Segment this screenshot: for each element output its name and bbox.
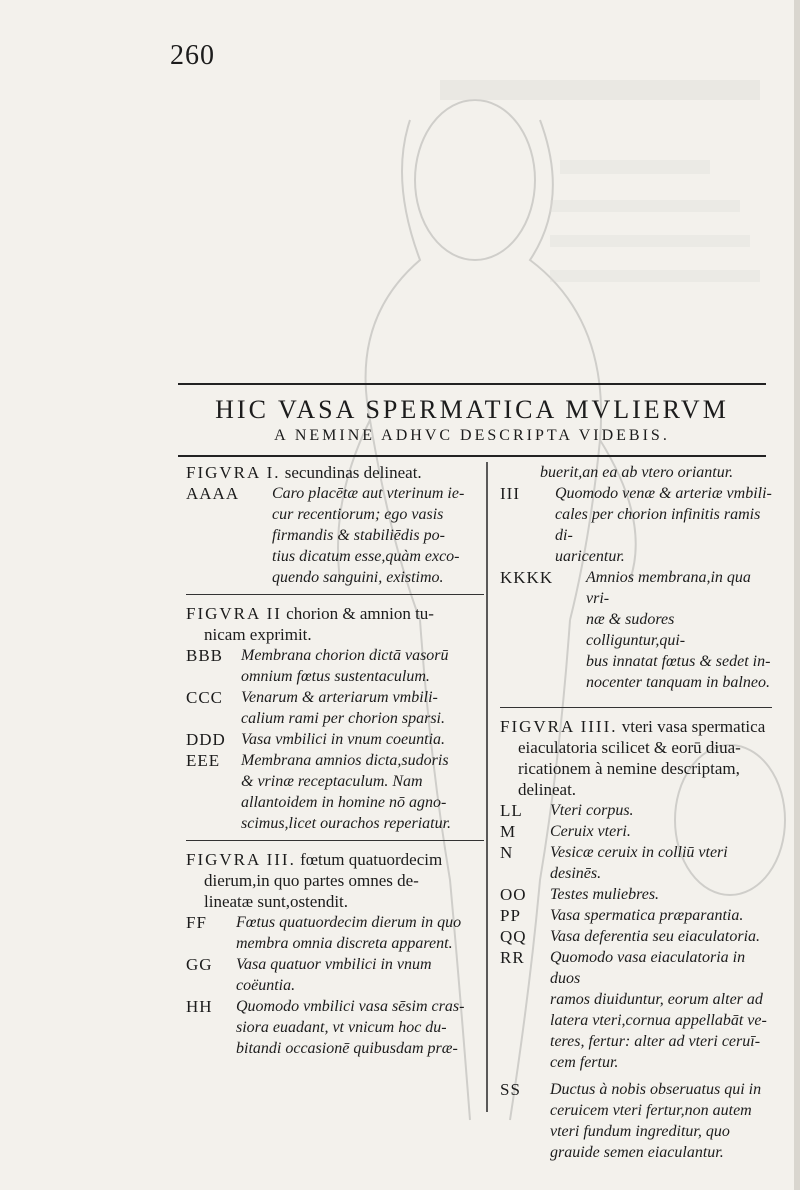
legend-entry-iii: III Quomodo venæ & arteriæ vmbili- cales per chorion infinitis ramis di- uaricentur. xyxy=(500,484,772,565)
page-title: HIC VASA SPERMATICA MVLIERVM xyxy=(215,395,729,424)
figure-1-heading: FIGVRA I. secundinas delineat. xyxy=(186,463,422,482)
figure-separator xyxy=(186,594,484,595)
legend-entry-ccc: CCC Venarum & arteriarum vmbili- calium rami per chorion sparsi. xyxy=(186,688,445,727)
legend-entry-oo: OO Testes muliebres. xyxy=(500,885,660,904)
legend-entry-bbb: BBB Membrana chorion dictā vasorū omnium fœtus sustentaculum. xyxy=(186,646,449,685)
legend-entry-hh: HH Quomodo vmbilici vasa sēsim cras- siora euadant, vt vnicum hoc du- bitandi occasionē quibusdam præ- xyxy=(186,997,465,1057)
legend-entry-rr: RR Quomodo vasa eiaculatoria in duos ramos diuiduntur, eorum alter ad latera vteri,cornua appellabāt ve- teres, fertur: alter ad vteri ceruī- cem fertur. xyxy=(500,948,767,1071)
continued-text: buerit,an ea ab vtero oriantur. xyxy=(540,464,734,481)
legend-entry-pp: PP Vasa spermatica præparantia. xyxy=(500,906,744,925)
title-top-rule xyxy=(178,383,766,385)
legend-entry-n: N Vesicæ ceruix in colliū vteri desinēs. xyxy=(500,843,728,882)
legend-entry-ss: SS Ductus à nobis obseruatus qui in ceruicem vteri fertur,non autem vteri fundum ingreditur, quo grauide semen eiaculantur. xyxy=(500,1080,762,1161)
figure-separator xyxy=(186,840,484,841)
figure-3-heading: FIGVRA III. fœtum quatuordecim xyxy=(186,850,443,869)
legend-entry-kkkk: KKKK Amnios membrana,in qua vri- næ & sudores colliguntur,qui- bus innatat fœtus & sedet in- nocenter tanquam in balneo. xyxy=(500,568,771,691)
legend-entry-ff: FF Fœtus quatuordecim dierum in quo membra omnia discreta apparent. xyxy=(186,913,462,952)
figure-2-heading-cont: nicam exprimit. xyxy=(204,625,312,644)
right-column xyxy=(500,462,772,1163)
legend-entry-eee: EEE Membrana amnios dicta,sudoris & vrinæ receptaculum. Nam allantoidem in homine nō agno- scimus,licet ourachos reperiatur. xyxy=(186,751,452,832)
legend-entry-qq: QQ Vasa deferentia seu eiaculatoria. xyxy=(500,927,761,946)
page-number: 260 xyxy=(170,40,215,71)
figure-3-heading-cont: dierum,in quo partes omnes de- lineatæ sunt,ostendit. xyxy=(204,871,419,911)
legend-entry-ddd: DDD Vasa vmbilici in vnum coeuntia. xyxy=(186,730,445,749)
figure-4-heading: FIGVRA IIII. vteri vasa spermatica xyxy=(500,717,766,736)
page-subtitle: A NEMINE ADHVC DESCRIPTA VIDEBIS. xyxy=(274,427,670,444)
figure-separator xyxy=(500,707,772,708)
title-bottom-rule xyxy=(178,455,766,457)
page-edge xyxy=(794,0,800,1190)
legend-entry-gg: GG Vasa quatuor vmbilici in vnum coëuntia. xyxy=(186,955,432,994)
legend-entry-ll: LL Vteri corpus. xyxy=(500,801,634,820)
legend-entry-m: M Ceruix vteri. xyxy=(500,822,631,841)
legend-entry-aaaa: AAAA Caro placētæ aut vterinum ie- cur recentiorum; ego vasis firmandis & stabiliēdis po- tius dicatum esse,quàm exco- quendo sanguini, existimo. xyxy=(186,484,465,586)
left-column xyxy=(186,462,484,1059)
column-divider xyxy=(486,462,488,1112)
figure-4-heading-cont: eiaculatoria scilicet & eorū diua- ricationem à nemine descriptam, delineat. xyxy=(518,738,741,799)
figure-2-heading: FIGVRA II chorion & amnion tu- xyxy=(186,604,434,623)
